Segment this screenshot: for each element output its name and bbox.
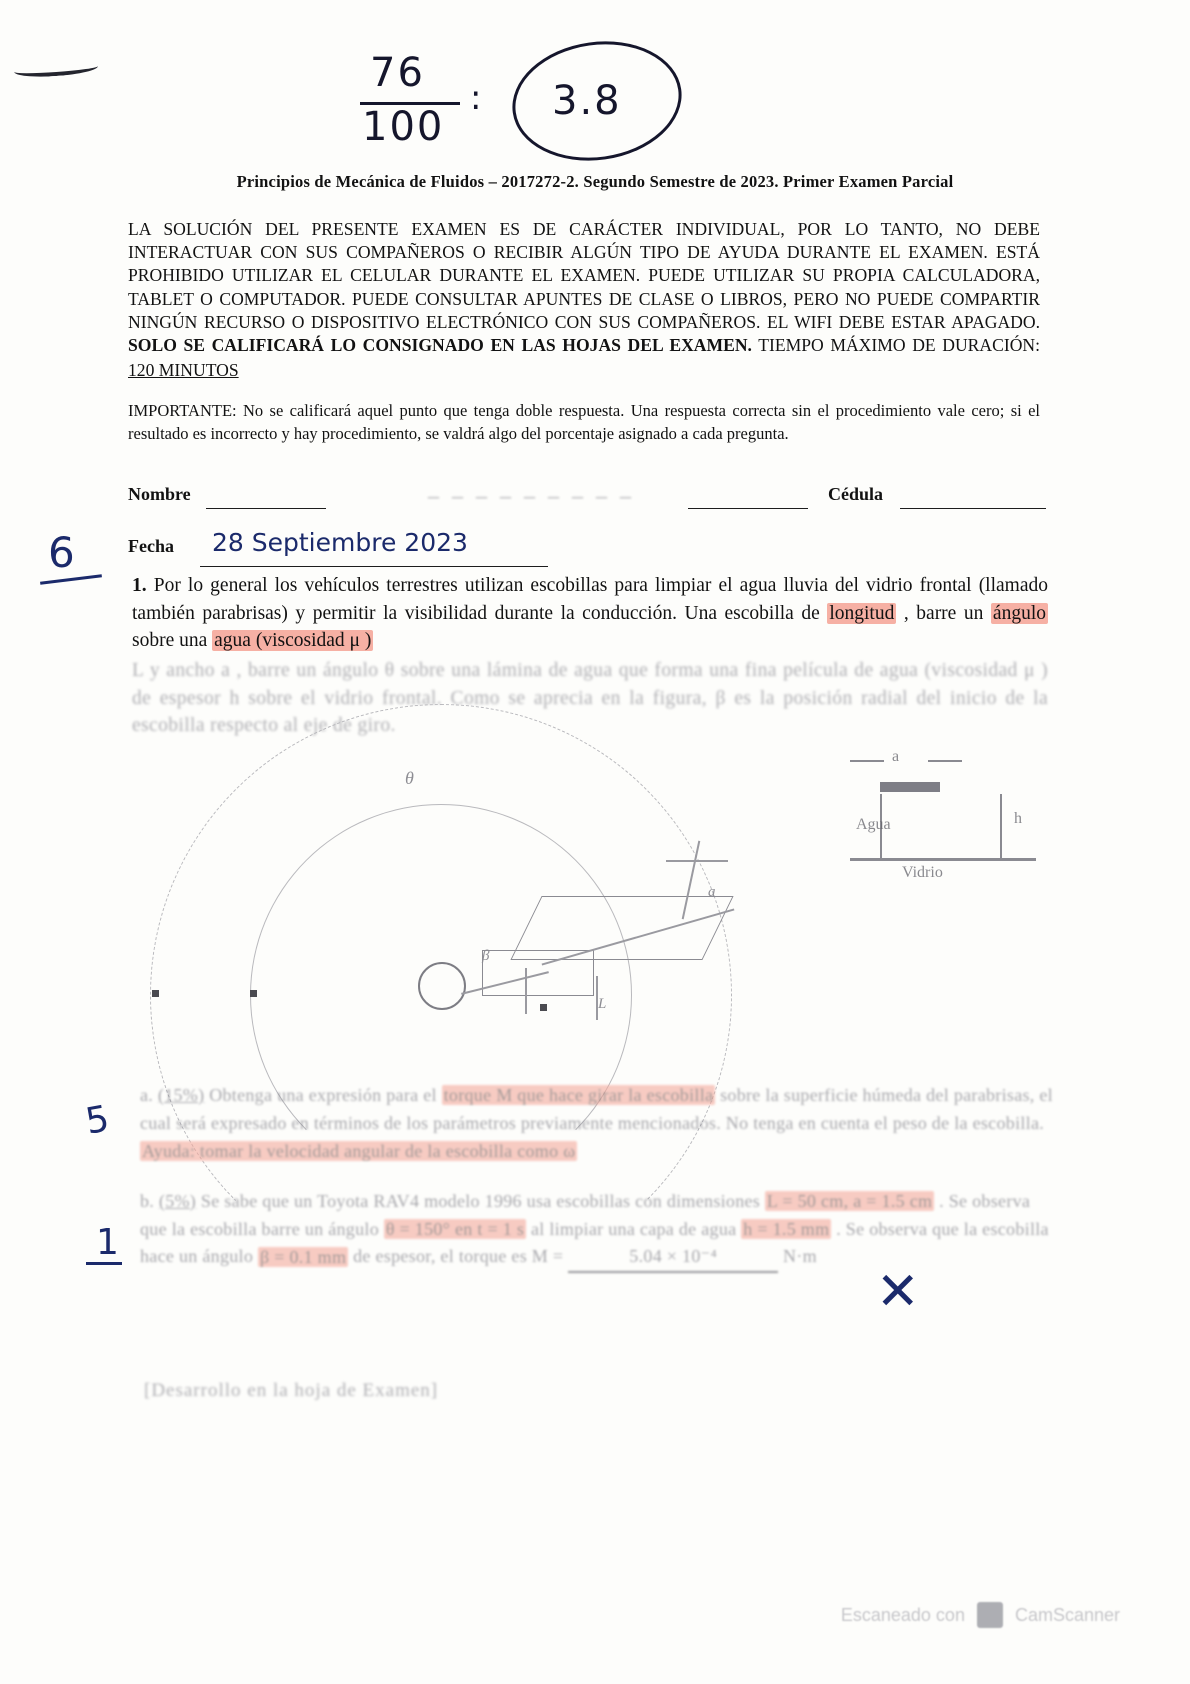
page-title: Principios de Mecánica de Fluidos – 2017272-2. Segundo Semestre de 2023. Primer Examen Parcial [236, 172, 954, 191]
part-b-highlight-dims: L = 50 cm, a = 1.5 cm [766, 1190, 933, 1211]
margin-score-part-b: 1 [96, 1222, 119, 1263]
scan-label: Escaneado con [840, 1604, 965, 1625]
inset-dim-left [850, 760, 884, 762]
part-a-points: (15%) [157, 1085, 205, 1105]
part-b [140, 1188, 1060, 1274]
part-b-highlight-h: h = 1.5 mm [743, 1218, 830, 1239]
fecha-field-rule[interactable] [200, 566, 548, 567]
part-b-highlight-angle: θ = 150° en t = 1 s [385, 1218, 525, 1239]
question-1-highlight-longitud: longitud [829, 602, 895, 624]
question-1-text: Por lo general los vehículos terrestres utilizan escobillas para limpiar el agua lluvia del vidrio frontal (llamado también parabrisas) y permitir la visibilidad durante la conducción. Una escobilla de [132, 575, 1048, 624]
nombre-label: Nombre [128, 484, 191, 504]
margin-score-part-a: 5 [82, 1098, 113, 1143]
nombre-handwritten-value: _ _ _ _ _ _ _ _ _ [428, 474, 634, 499]
fecha-row [128, 528, 558, 568]
figure-pivot-circle [418, 962, 466, 1010]
scan-app-name: CamScanner [1014, 1604, 1120, 1625]
cedula-field-rule[interactable] [900, 508, 1046, 509]
part-b-text-pre: Se sabe que un Toyota RAV4 modelo 1996 usa escobillas con dimensiones [196, 1190, 765, 1211]
wiper-cross-section-inset [850, 740, 1050, 900]
instructions-duration-value: 120 MINUTOS [128, 360, 239, 381]
fecha-handwritten-value: 28 Septiembre 2023 [212, 528, 468, 557]
margin-score-question1: 6 [48, 528, 75, 577]
nombre-field-rule-2[interactable] [688, 508, 808, 509]
figure-tip-cross [666, 860, 728, 862]
figure-label-beta: β [482, 948, 490, 964]
inset-blade-block [880, 782, 940, 792]
question-1-faded-text: L y ancho a , barre un ángulo θ sobre una lámina de agua que forma una fina película de agua (viscosidad μ ) de espesor h sobre el vidrio frontal. Como se aprecia en la figura, β es la posición radial del inicio de la escobilla respecto al eje de giro. [132, 660, 1048, 737]
instructions-bold-text: SOLO SE CALIFICARÁ LO CONSIGNADO EN LAS HOJAS DEL EXAMEN. [128, 335, 752, 356]
inset-glass-line [850, 858, 1036, 861]
part-b-label: b. [140, 1190, 155, 1211]
part-b-highlight-beta: β = 0.1 mm [259, 1246, 347, 1267]
part-a [140, 1082, 1060, 1166]
part-b-points: (5%) [158, 1190, 197, 1211]
grade-separator: : [470, 78, 482, 118]
question-1-text-2: , barre un [896, 602, 991, 624]
important-note: IMPORTANTE: No se calificará aquel punto que tenga doble respuesta. Una respuesta correcta sin el procedimiento vale cero; si el resultado es incorrecto y hay procedimiento, se valdrá algo del porcentaje asignado a cada pregunta. [128, 401, 1040, 443]
part-a-text-pre: Obtenga una expresión para el [204, 1085, 442, 1105]
grade-denominator: 100 [362, 104, 445, 150]
student-fields-row [128, 474, 1046, 516]
part-b-units: N·m [782, 1246, 817, 1267]
part-b-text-mid-2: al limpiar una capa de agua [526, 1218, 742, 1239]
part-a-text-post: sobre la superficie húmeda del parabrisas, el cual será expresado en términos de los parámetros previamente mencionados. No tenga en cuenta el peso de la escobilla. [140, 1085, 1053, 1133]
instructions-duration-text: TIEMPO MÁXIMO DE DURACIÓN: [751, 335, 1040, 356]
part-a-label: a. [140, 1085, 154, 1105]
instructions-block [128, 218, 1040, 383]
grade-annotation [360, 50, 690, 160]
part-footnote: [Desarrollo en la hoja de Examen] [144, 1380, 439, 1401]
inset-label-h: h [1014, 810, 1022, 827]
figure-label-a: a [708, 884, 716, 900]
part-b-text-mid: . Se observa que la escobilla barre un ángulo [140, 1190, 1031, 1239]
grade-numerator: 76 [370, 50, 425, 96]
question-parts [140, 1082, 1060, 1295]
figure-dot-center [540, 1004, 547, 1011]
pen-stroke-decoration [14, 59, 99, 79]
inset-label-a: a [892, 748, 900, 765]
part-a-highlight: torque M que hace girar la escobilla [443, 1085, 714, 1105]
part-b-text-post: de espesor, el torque es M = [348, 1246, 569, 1267]
fecha-label: Fecha [128, 536, 174, 556]
question-1-text-3: sobre una [132, 630, 213, 652]
figure-label-L: L [598, 996, 607, 1012]
margin-score-part-b-underline [86, 1262, 122, 1265]
inset-right-wall [1000, 794, 1002, 858]
question-1-number: 1. [132, 575, 147, 596]
cedula-label: Cédula [828, 484, 884, 504]
figure-dot-left-inner [250, 990, 257, 997]
figure-label-theta: θ [405, 768, 414, 788]
instructions-text: LA SOLUCIÓN DEL PRESENTE EXAMEN ES DE CARÁCTER INDIVIDUAL, POR LO TANTO, NO DEBE INTERACTUAR CON SUS COMPAÑEROS O RECIBIR ALGÚN TIPO DE AYUDA DURANTE EL EXAMEN. ESTÁ PROHIBIDO UTILIZAR EL CELULAR DURANTE EL EXAMEN. PUEDE UTILIZAR SU PROPIA CALCULADORA, TABLET O COMPUTADOR. PUEDE CONSULTAR APUNTES DE CLASE O LIBROS, PERO NO PUEDE COMPARTIR NINGÚN RECURSO O DISPOSITIVO ELECTRÓNICO CON SUS COMPAÑEROS. EL WIFI DEBE ESTAR APAGADO. [128, 219, 1040, 332]
part-a-highlight-2: Ayuda: tomar la velocidad angular de la escobilla como ω [142, 1140, 576, 1161]
question-1-highlight-angulo: ángulo [992, 602, 1046, 624]
question-1-highlight-agua: agua (viscosidad μ ) [214, 630, 372, 652]
camscanner-icon [977, 1602, 1003, 1628]
nombre-field-rule[interactable] [206, 508, 326, 509]
figure-vertical-1 [525, 968, 527, 1014]
part-b-text-mid-3: . Se observa que la escobilla hace un ángulo [140, 1218, 1049, 1267]
grade-final-score: 3.8 [552, 78, 622, 124]
inset-label-agua: Agua [856, 816, 891, 833]
inset-dim-right [928, 760, 962, 762]
figure-vertical-2 [596, 976, 598, 1020]
answer-strikethrough-mark: ✕ [876, 1262, 920, 1322]
part-b-answer-blank[interactable]: 5.04 × 10⁻⁴ [568, 1243, 778, 1273]
inset-label-vidrio: Vidrio [902, 864, 943, 881]
figure-dot-left-outer [152, 990, 159, 997]
scan-watermark [841, 1602, 1120, 1628]
